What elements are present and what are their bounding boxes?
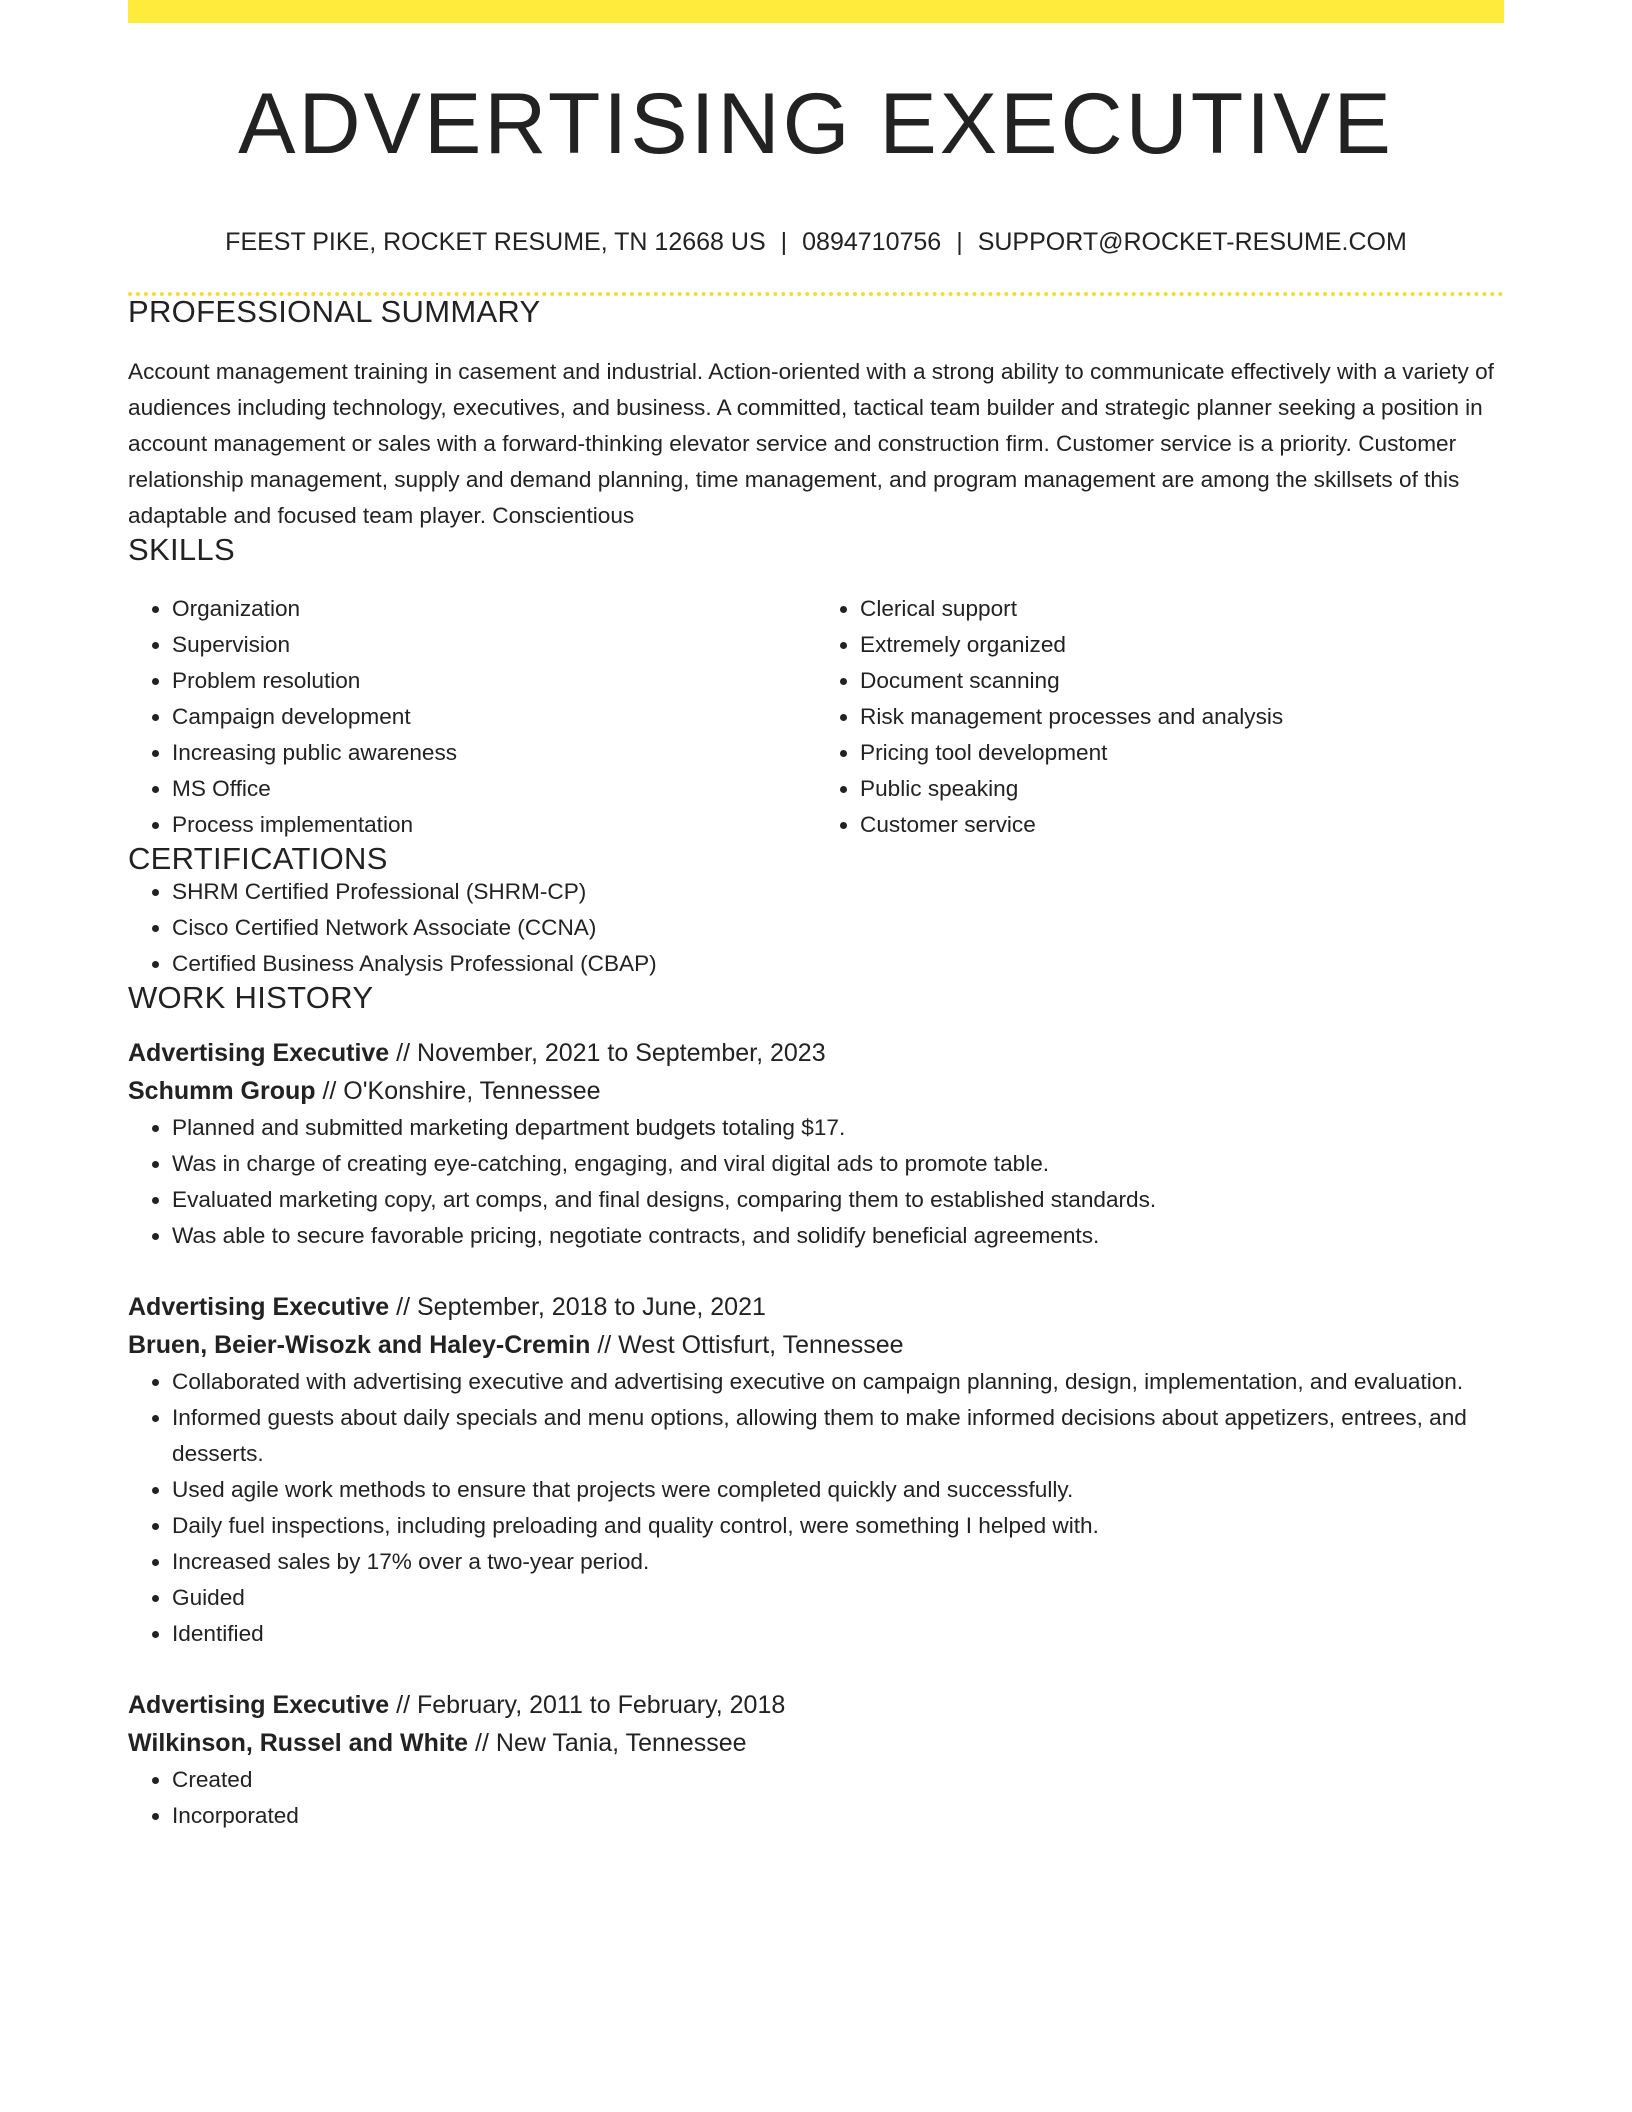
skill-item: • Problem resolution	[172, 663, 816, 699]
job-bullet: • Increased sales by 17% over a two-year period.	[172, 1544, 1504, 1580]
skills-heading: SKILLS	[128, 532, 235, 567]
work-history-heading: WORK HISTORY	[128, 980, 374, 1015]
job-entry	[128, 1288, 1504, 1652]
accent-top-bar	[128, 0, 1504, 23]
job-bullet: • Evaluated marketing copy, art comps, and final designs, comparing them to established standards.	[172, 1182, 1504, 1218]
skill-item: • Supervision	[172, 627, 816, 663]
skill-item: • Document scanning	[860, 663, 1504, 699]
skills-list-left	[128, 591, 816, 843]
job-location: // New Tania, Tennessee	[475, 1729, 747, 1757]
contact-address: FEEST PIKE, ROCKET RESUME, TN 12668 US	[225, 228, 766, 256]
job-bullet: • Informed guests about daily specials and menu options, allowing them to make informed decisions about appetizers, entrees, and desserts.	[172, 1400, 1504, 1472]
job-company-line	[128, 1724, 1504, 1762]
job-title-line	[128, 1288, 1504, 1326]
contact-separator: |	[956, 228, 963, 256]
skills-list-right	[816, 591, 1504, 843]
job-bullet: • Guided	[172, 1580, 1504, 1616]
job-role: Advertising Executive	[128, 1691, 390, 1719]
job-bullet: • Used agile work methods to ensure that projects were completed quickly and successfully.	[172, 1472, 1504, 1508]
job-company-line	[128, 1072, 1504, 1110]
job-title-line	[128, 1034, 1504, 1072]
job-entry	[128, 1686, 1504, 1834]
contact-separator: |	[780, 228, 788, 256]
job-dates: // February, 2011 to February, 2018	[396, 1691, 786, 1719]
job-bullet: • Planned and submitted marketing department budgets totaling $17.	[172, 1110, 1504, 1146]
job-bullet-list	[128, 1110, 1504, 1254]
job-bullet: • Incorporated	[172, 1798, 1504, 1834]
job-bullet: • Was in charge of creating eye-catching, engaging, and viral digital ads to promote table.	[172, 1146, 1504, 1182]
skill-item: • Public speaking	[860, 771, 1504, 807]
skill-item: • Process implementation	[172, 807, 816, 843]
job-title-line	[128, 1686, 1504, 1724]
job-bullet-list	[128, 1364, 1504, 1652]
skill-item: • Organization	[172, 591, 816, 627]
certification-item: • Cisco Certified Network Associate (CCNA)	[172, 910, 1504, 946]
resume-page	[128, 0, 1504, 1834]
certifications-list	[128, 874, 1504, 982]
contact-phone: 0894710756	[802, 228, 942, 256]
summary-text: Account management training in casement and industrial. Action-oriented with a strong ability to communicate effectively with a variety of audiences including technology, executives, and business. A committed, tactical team builder and strategic planner seeking a position in account management or sales with a forward-thinking elevator service and construction firm. Customer service is a priority. Customer relationship management, supply and demand planning, time management, and program management are among the skillsets of this adaptable and focused team player. Conscientious	[128, 359, 1494, 528]
resume-name: ADVERTISING EXECUTIVE	[238, 76, 1394, 172]
certification-item: • SHRM Certified Professional (SHRM-CP)	[172, 874, 1504, 910]
job-location: // O'Konshire, Tennessee	[322, 1077, 601, 1105]
job-company-line	[128, 1326, 1504, 1364]
job-company: Bruen, Beier-Wisozk and Haley-Cremin	[128, 1331, 591, 1359]
skills-columns	[128, 591, 1504, 843]
skill-item: • Campaign development	[172, 699, 816, 735]
skill-item: • Customer service	[860, 807, 1504, 843]
job-bullet-list	[128, 1762, 1504, 1834]
skill-item: • Increasing public awareness	[172, 735, 816, 771]
skill-item: • MS Office	[172, 771, 816, 807]
job-bullet: • Collaborated with advertising executive and advertising executive on campaign planning, design, implementation, and evaluation.	[172, 1364, 1504, 1400]
job-bullet: • Identified	[172, 1616, 1504, 1652]
skill-item: • Extremely organized	[860, 627, 1504, 663]
skill-item: • Risk management processes and analysis	[860, 699, 1504, 735]
certification-item: • Certified Business Analysis Professional (CBAP)	[172, 946, 1504, 982]
job-dates: // September, 2018 to June, 2021	[396, 1293, 766, 1321]
job-role: Advertising Executive	[128, 1039, 390, 1067]
contact-email: SUPPORT@ROCKET-RESUME.COM	[977, 228, 1407, 256]
job-entry	[128, 1034, 1504, 1254]
summary-heading: PROFESSIONAL SUMMARY	[128, 294, 541, 329]
skill-item: • Pricing tool development	[860, 735, 1504, 771]
job-bullet: • Daily fuel inspections, including preloading and quality control, were something I helped with.	[172, 1508, 1504, 1544]
certifications-heading: CERTIFICATIONS	[128, 841, 388, 876]
job-dates: // November, 2021 to September, 2023	[396, 1039, 826, 1067]
job-bullet: • Created	[172, 1762, 1504, 1798]
job-location: // West Ottisfurt, Tennessee	[597, 1331, 904, 1359]
job-company: Wilkinson, Russel and White	[128, 1729, 469, 1757]
job-company: Schumm Group	[128, 1077, 316, 1105]
job-role: Advertising Executive	[128, 1293, 390, 1321]
skill-item: • Clerical support	[860, 591, 1504, 627]
job-bullet: • Was able to secure favorable pricing, negotiate contracts, and solidify beneficial agreements.	[172, 1218, 1504, 1254]
contact-line	[128, 230, 1504, 255]
